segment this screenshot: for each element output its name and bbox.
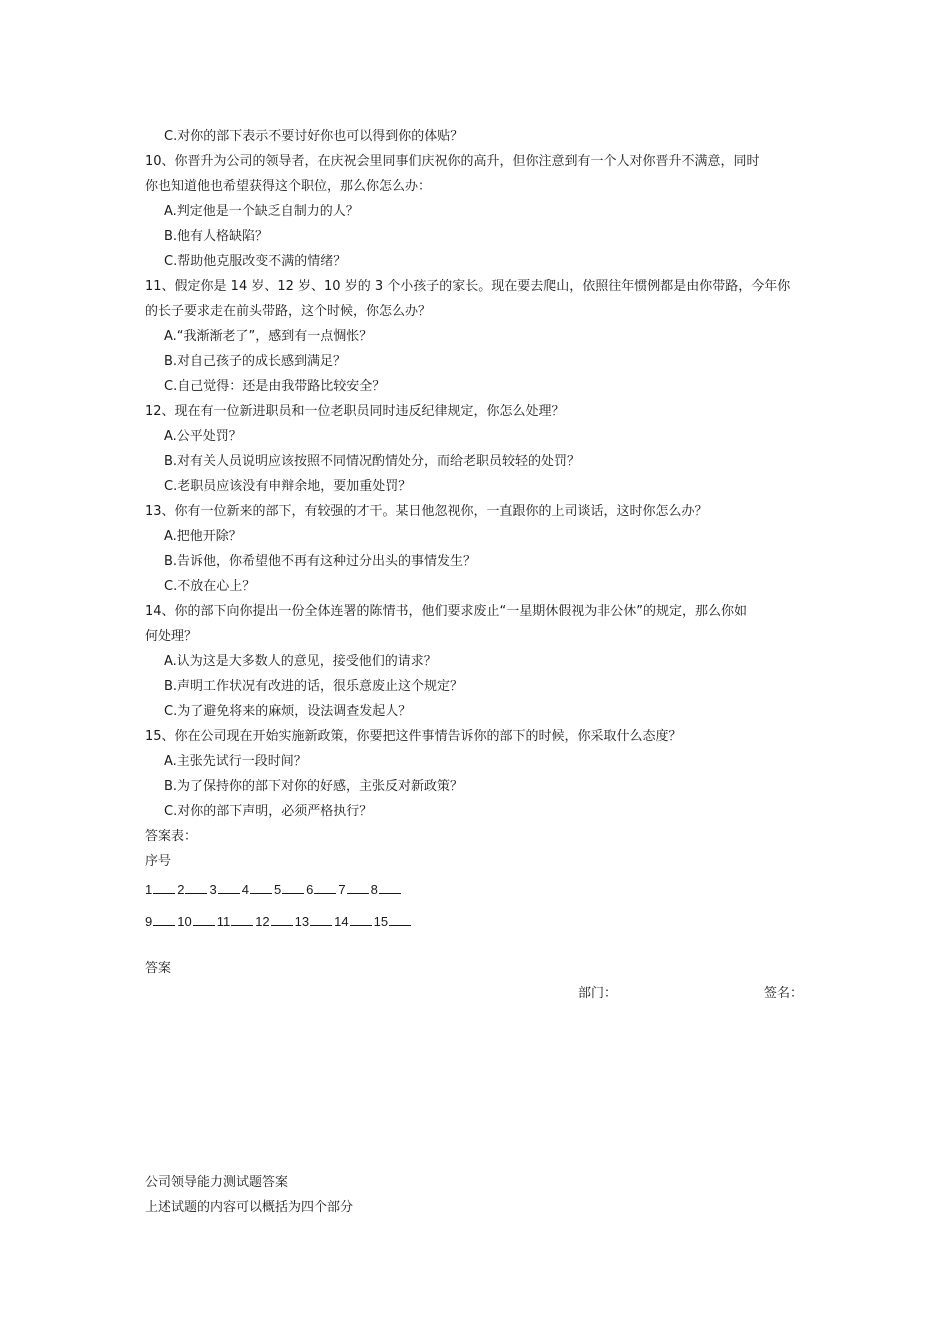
answer-option: C.不放在心上？ [164,579,256,594]
question-text: 13、你有一位新来的部下，有较强的才干。某日他忽视你，一直跟你的上司谈话，这时你怎么办？ [145,504,708,519]
question-text: 何处理？ [145,629,198,644]
answer-option: C.老职员应该没有申辩余地，要加重处罚？ [164,479,412,494]
answer-blank[interactable] [193,913,215,926]
question-block [145,399,810,499]
signature-label: 签名： [764,986,804,1001]
answer-number: 11 [216,914,231,929]
answer-blank-row [145,874,810,906]
answer-option: B.他有人格缺陷？ [164,229,269,244]
answer-blank[interactable] [379,881,401,894]
answer-key-intro [145,1170,810,1220]
answer-option: A.“我渐渐老了”，感到有一点惆怅？ [164,329,373,344]
questions-section [145,124,810,1006]
answer-option: C.自己觉得：还是由我带路比较安全？ [164,379,386,394]
answer-number: 2 [177,882,185,897]
question-text: 的长子要求走在前头带路，这个时候，你怎么办？ [145,304,432,319]
answer-blank[interactable] [271,913,293,926]
answer-number: 3 [209,882,217,897]
answer-option: B.告诉他，你希望他不再有这种过分出头的事情发生？ [164,554,477,569]
answer-number: 10 [177,914,192,929]
answer-blank[interactable] [153,913,175,926]
question-text: 你也知道他也希望获得这个职位，那么你怎么办： [145,179,432,194]
answer-blank[interactable] [185,881,207,894]
answer-blank-row [145,906,810,938]
answer-option: C.为了避免将来的麻烦，设法调查发起人？ [164,704,412,719]
answer-number: 4 [241,882,249,897]
answer-option: B.为了保持你的部下对你的好感，主张反对新政策？ [164,779,464,794]
answer-blank[interactable] [282,881,304,894]
answer-key-subtitle: 上述试题的内容可以概括为四个部分 [145,1200,354,1215]
question-block [145,724,810,824]
answer-blank[interactable] [310,913,332,926]
answer-option: A.把他开除？ [164,529,242,544]
answer-blank[interactable] [250,881,272,894]
answer-option: A.主张先试行一段时间？ [164,754,307,769]
answer-sheet [145,824,810,1006]
question-block [145,274,810,399]
answer-option: B.对有关人员说明应该按照不同情况酌情处分，而给老职员较轻的处罚？ [164,454,581,469]
answer-key-title: 公司领导能力测试题答案 [145,1175,289,1190]
answer-option: A.判定他是一个缺乏自制力的人？ [164,204,359,219]
answer-number: 8 [370,882,378,897]
answer-sheet-title: 答案表： [145,829,198,844]
sequence-label: 序号 [145,854,172,869]
answer-blank[interactable] [153,881,175,894]
answer-number: 13 [294,914,310,929]
question-text: 12、现在有一位新进职员和一位老职员同时违反纪律规定，你怎么处理？ [145,404,565,419]
answer-blank[interactable] [231,913,253,926]
question-block [145,499,810,599]
question-block [145,599,810,724]
answer-option: A.认为这是大多数人的意见，接受他们的请求？ [164,654,437,669]
answer-blank[interactable] [314,881,336,894]
answer-number: 14 [334,914,349,929]
question-block [145,149,810,274]
question-text: 11、假定你是 14 岁、12 岁、10 岁的 3 个小孩子的家长。现在要去爬山，依照往年惯例都是由你带路，今年你 [145,279,791,294]
answer-option: C.对你的部下声明，必须严格执行？ [164,804,373,819]
answer-number: 9 [145,914,153,929]
department-label: 部门： [578,986,618,1001]
answer-number: 5 [273,882,282,897]
answer-option: B.声明工作状况有改进的话，很乐意废止这个规定？ [164,679,464,694]
answer-number: 7 [338,882,346,897]
answer-blank[interactable] [218,881,240,894]
answer-number: 1 [145,882,153,897]
question-text: 14、你的部下向你提出一份全体连署的陈情书，他们要求废止“一星期休假视为非公休”的规定，那么你如 [145,604,748,619]
answer-number: 15 [373,914,389,929]
question-block [145,124,810,149]
answer-option: C.帮助他克服改变不满的情绪？ [164,254,347,269]
answer-option: A.公平处罚？ [164,429,242,444]
answer-blank[interactable] [347,881,369,894]
question-text: 15、你在公司现在开始实施新政策，你要把这件事情告诉你的部下的时候，你采取什么态度？ [145,729,682,744]
answer-number: 6 [306,882,314,897]
signature-row [145,981,810,1006]
answer-label: 答案 [145,961,172,976]
answer-blank[interactable] [389,913,411,926]
answer-option: C.对你的部下表示不要讨好你也可以得到你的体贴？ [164,129,464,144]
answer-blank[interactable] [350,913,372,926]
answer-number: 12 [255,914,270,929]
answer-option: B.对自己孩子的成长感到满足？ [164,354,347,369]
question-text: 10、你晋升为公司的领导者，在庆祝会里同事们庆祝你的高升，但你注意到有一个人对你晋升不满意，同时 [145,154,760,169]
